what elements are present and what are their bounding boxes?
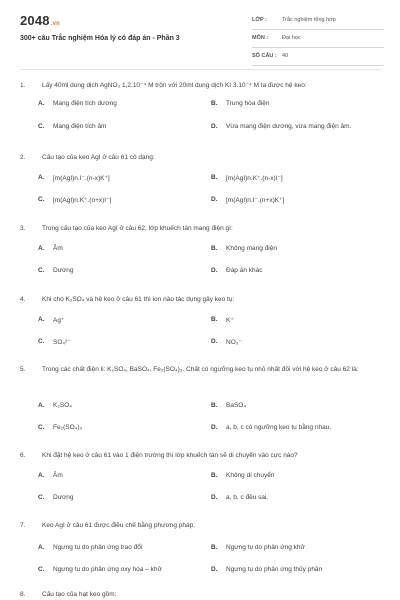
- question-4: [20, 294, 380, 346]
- meta-row-count: [252, 50, 384, 66]
- option-text: Dương: [53, 267, 74, 274]
- question-text: Trong các chất điện li: K₂SO₄, BaSO₄, Fe₂(SO₄)₃. Chất có ngưỡng keo tụ nhỏ nhất đối với hệ keo ở câu 62 là:: [42, 366, 359, 373]
- option-text: NO₃⁻: [226, 339, 242, 346]
- question-text: Keo AgI ở câu 61 được điều chế bằng phương pháp:: [42, 522, 196, 529]
- option-letter: D.: [211, 424, 218, 431]
- option-text: [m(AgI)n.I⁻.(n-x)K⁺]: [53, 175, 110, 182]
- option-letter: A.: [38, 316, 45, 323]
- question-number: 6.: [20, 452, 26, 459]
- option-letter: D.: [211, 267, 218, 274]
- option-text: BaSO₄: [226, 402, 246, 409]
- option-text: Mang điện tích dương: [53, 100, 117, 107]
- question-number: 8.: [20, 591, 26, 598]
- option-letter: A.: [38, 174, 45, 181]
- option-text: Ag⁺: [53, 317, 65, 324]
- meta-label: MÔN :: [252, 35, 269, 41]
- option-text: Ngưng tụ do phản ứng trao đổi: [53, 544, 143, 551]
- option-letter: B.: [211, 100, 218, 107]
- option-letter: B.: [211, 316, 218, 323]
- question-text: Lấy 40ml dung dịch AgNO₃ 1,2.10⁻⁴ M trộn với 20ml dung dịch KI 3.10⁻⁴ M ta được hệ keo:: [42, 82, 307, 89]
- meta-value: Trắc nghiệm tổng hợp: [282, 17, 336, 23]
- question-number: 7.: [20, 522, 26, 529]
- option-text: Trung hòa điện: [226, 100, 270, 107]
- option-text: a, b, c đều sai.: [226, 494, 269, 501]
- question-5: [20, 364, 380, 431]
- option-letter: D.: [211, 338, 218, 345]
- option-letter: B.: [211, 544, 218, 551]
- option-letter: B.: [211, 402, 218, 409]
- option-letter: A.: [38, 100, 45, 107]
- option-text: K⁺: [226, 317, 234, 324]
- question-text-wrap: [20, 450, 380, 461]
- question-number: 4.: [20, 296, 26, 303]
- question-text-wrap: [20, 364, 380, 375]
- question-6: [20, 450, 380, 501]
- question-1: [20, 80, 380, 130]
- option-letter: C.: [38, 123, 45, 130]
- question-text: Cấu tạo của keo AgI ở câu 61 có dạng:: [42, 154, 155, 161]
- meta-label: LỚP :: [252, 17, 267, 23]
- option-text: Âm: [53, 472, 63, 479]
- option-text: Ngưng tụ do phản ứng thủy phân: [226, 566, 323, 573]
- option-text: [m(AgI)n.K⁺.(n+x)I⁻]: [53, 197, 112, 204]
- meta-value: 40: [282, 53, 289, 59]
- option-letter: D.: [211, 494, 218, 501]
- option-letter: C.: [38, 566, 45, 573]
- option-text: Đáp án khác: [226, 267, 263, 274]
- question-text: Trong cấu tạo của keo AgI ở câu 62, lớp khuếch tán mang điện gì:: [42, 225, 233, 232]
- question-8: [20, 589, 380, 600]
- option-letter: A.: [38, 544, 45, 551]
- question-number: 1.: [20, 82, 26, 89]
- option-text: Ngưng tụ do phản ứng khử: [226, 544, 305, 551]
- question-text-wrap: [20, 589, 380, 600]
- question-text-wrap: [20, 223, 380, 234]
- question-text-wrap: [20, 520, 380, 531]
- question-text-wrap: [20, 294, 380, 305]
- option-text: [m(AgI)n.K⁺.(n-x)I⁻]: [226, 175, 283, 182]
- option-text: Fe₂(SO₄)₃: [53, 424, 83, 431]
- question-text: Khi cho K₂SO₄ và hệ keo ở câu 61 thì ion nào tác dụng gây keo tụ:: [42, 296, 235, 303]
- question-number: 3.: [20, 225, 26, 232]
- option-letter: D.: [211, 566, 218, 573]
- logo-main: 2048: [20, 13, 50, 28]
- meta-value: Đại học: [282, 35, 301, 41]
- option-text: Mang điện tích âm: [53, 123, 107, 130]
- option-text: Vừa mang điện dương, vừa mang điện âm.: [226, 123, 352, 130]
- option-letter: A.: [38, 402, 45, 409]
- option-letter: B.: [211, 174, 218, 181]
- document-header: [0, 0, 400, 72]
- option-letter: B.: [211, 472, 218, 479]
- question-text-wrap: [20, 152, 380, 163]
- question-7: [20, 520, 380, 573]
- option-text: Ngưng tụ do phản ứng oxy hóa – khử: [53, 566, 162, 573]
- question-text-wrap: [20, 80, 380, 91]
- option-text: K₂SO₄: [53, 402, 72, 409]
- option-letter: C.: [38, 338, 45, 345]
- logo-suffix: .vn: [50, 21, 61, 27]
- question-number: 2.: [20, 154, 26, 161]
- meta-table: [252, 14, 384, 66]
- option-text: Dương: [53, 494, 74, 501]
- document-title: 300+ câu Trắc nghiệm Hóa lý có đáp án - Phần 3: [20, 35, 180, 42]
- option-letter: A.: [38, 245, 45, 252]
- option-letter: C.: [38, 424, 45, 431]
- question-2: [20, 152, 380, 204]
- option-letter: D.: [211, 123, 218, 130]
- option-letter: A.: [38, 472, 45, 479]
- option-text: [m(AgI)n.I⁻.(n+x)K⁺]: [226, 197, 285, 204]
- option-letter: C.: [38, 196, 45, 203]
- option-letter: D.: [211, 196, 218, 203]
- question-text: Khi đặt hệ keo ở câu 61 vào 1 điện trường thì lớp khuếch tán sẽ di chuyển vào cực nào?: [42, 452, 298, 459]
- meta-label: SỐ CÂU :: [252, 53, 277, 59]
- question-text: Cấu tạo của hạt keo gồm:: [42, 591, 117, 598]
- meta-row-class: [252, 14, 384, 30]
- site-logo[interactable]: [20, 13, 60, 28]
- option-letter: C.: [38, 494, 45, 501]
- option-text: Không di chuyển: [226, 472, 275, 479]
- header-divider: [20, 69, 380, 70]
- option-text: Không mang điện: [226, 245, 277, 252]
- option-text: a, b, c có ngưỡng keo tụ bằng nhau.: [226, 424, 332, 431]
- meta-row-subject: [252, 32, 384, 48]
- question-3: [20, 223, 380, 274]
- option-letter: C.: [38, 267, 45, 274]
- option-text: SO₄²⁻: [53, 339, 71, 346]
- option-letter: B.: [211, 245, 218, 252]
- option-text: Âm: [53, 245, 63, 252]
- question-number: 5.: [20, 366, 26, 373]
